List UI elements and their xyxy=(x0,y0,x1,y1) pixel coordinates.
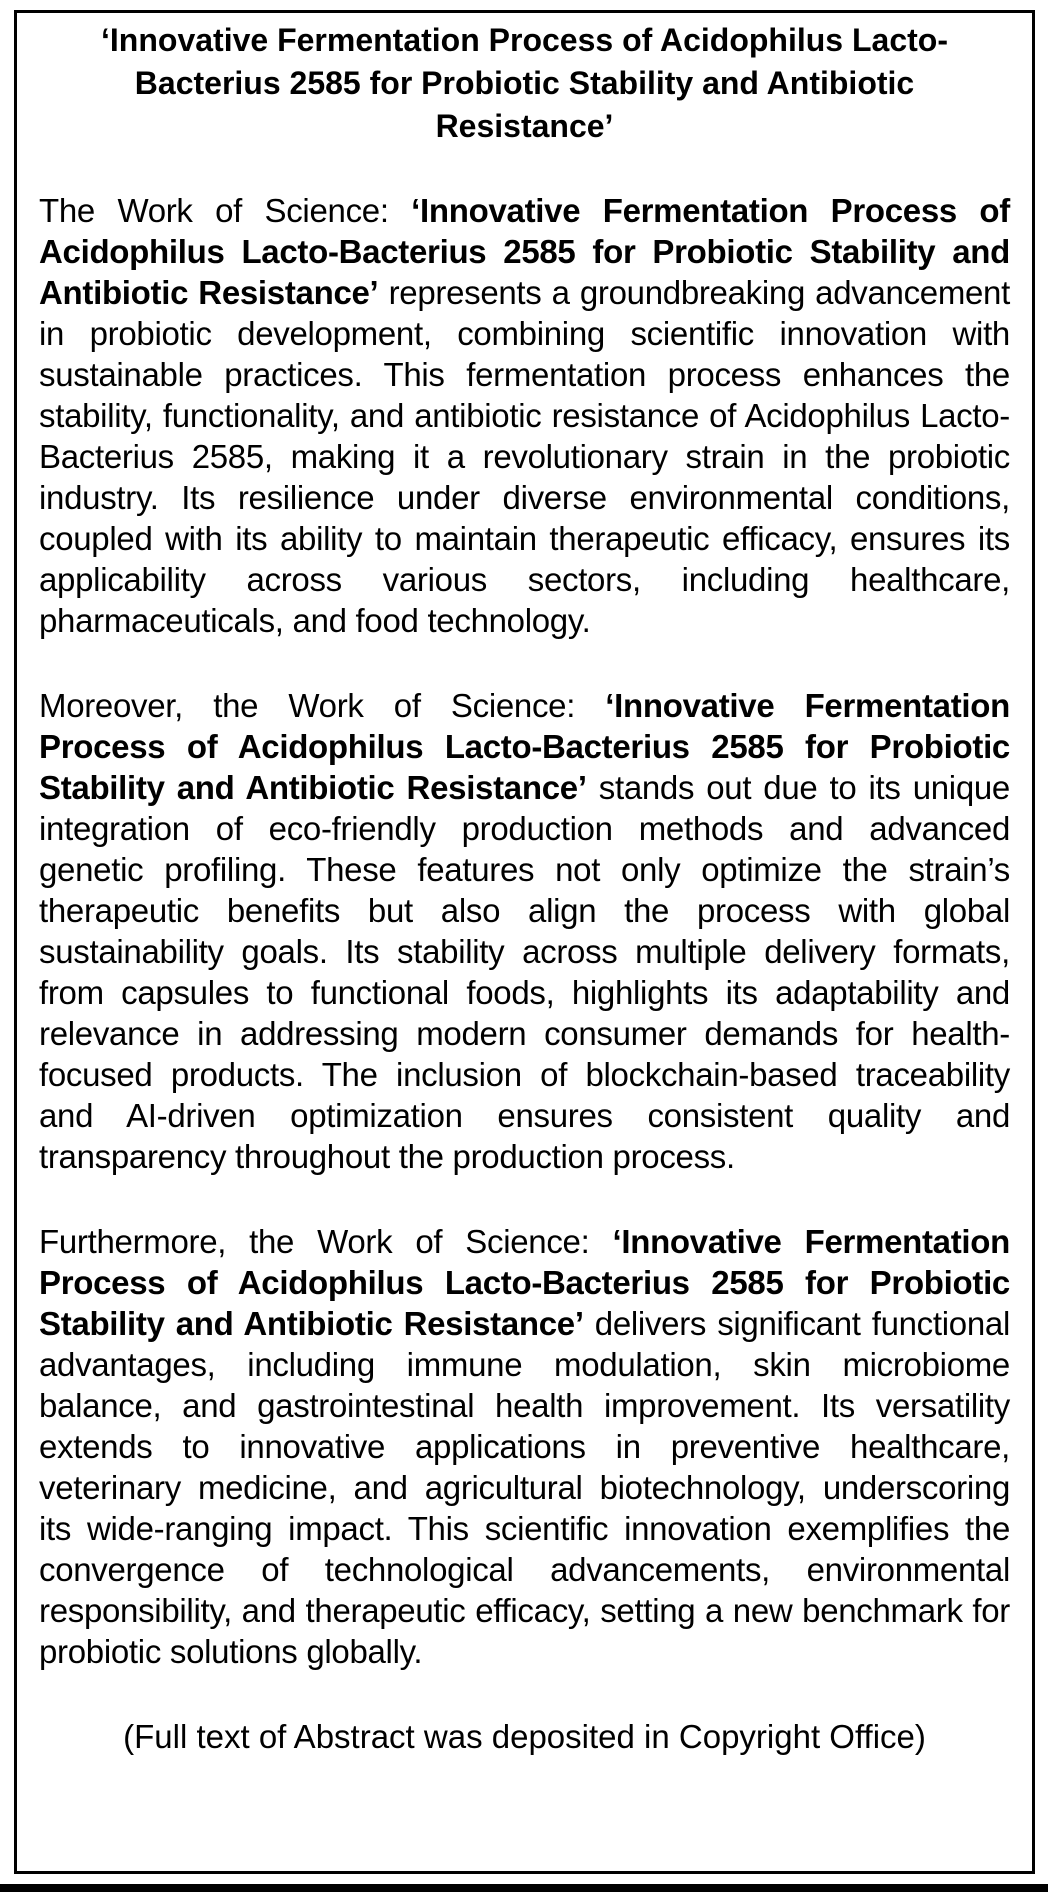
paragraph-text: represents a groundbreaking advancement in probiotic development, combining scientific innovation with sustainable practices. This fermentation process enhances the stability, functionality, and antibiotic resistance of Acidophilus Lacto-Bacterius 2585, making it a revolutionary strain in the probiotic industry. Its resilience under diverse environmental conditions, coupled with its ability to maintain therapeutic efficacy, ensures its applicability across various sectors, including healthcare, pharmaceuticals, and food technology. xyxy=(39,274,1010,639)
abstract-title xyxy=(39,19,1010,148)
abstract-footer-note: (Full text of Abstract was deposited in Copyright Office) xyxy=(123,1718,926,1755)
abstract-paragraph-1 xyxy=(39,190,1010,641)
paragraph-text: delivers significant functional advantages, including immune modulation, skin microbiome balance, and gastrointestinal health improvement. Its versatility extends to innovative applications in preventive healthcare, veterinary medicine, and agricultural biotechnology, underscoring its wide-ranging impact. This scientific innovation exemplifies the convergence of technological advancements, environmental responsibility, and therapeutic efficacy, setting a new benchmark for probiotic solutions globally. xyxy=(39,1305,1010,1670)
abstract-paragraph-2 xyxy=(39,685,1010,1177)
paragraph-text: stands out due to its unique integration of eco-friendly production methods and advanced genetic profiling. These features not only optimize the strain’s therapeutic benefits but also align the process with global sustainability goals. Its stability across multiple delivery formats, from capsules to functional foods, highlights its adaptability and relevance in addressing modern consumer demands for health-focused products. The inclusion of blockchain-based traceability and AI-driven optimization ensures consistent quality and transparency throughout the production process. xyxy=(39,769,1010,1175)
paragraph-text: Furthermore, the Work of Science: xyxy=(39,1223,613,1260)
paragraph-text: Moreover, the Work of Science: xyxy=(39,687,606,724)
paragraph-bold-title: ‘Innovative Fermentation Process of Acidophilus Lacto-Bacterius 2585 for Probiotic Stability and Antibiotic Resistance’ xyxy=(39,687,1010,806)
abstract-title-line: Bacterius 2585 for Probiotic Stability and Antibiotic xyxy=(134,65,915,101)
abstract-title-line: ‘Innovative Fermentation Process of Acidophilus Lacto- xyxy=(101,22,948,58)
paragraph-bold-title: ‘Innovative Fermentation Process of Acidophilus Lacto-Bacterius 2585 for Probiotic Stability and Antibiotic Resistance’ xyxy=(39,192,1010,311)
paragraph-bold-title: ‘Innovative Fermentation Process of Acidophilus Lacto-Bacterius 2585 for Probiotic Stability and Antibiotic Resistance’ xyxy=(39,1223,1011,1342)
abstract-border-box xyxy=(14,10,1035,1874)
bottom-edge-bar xyxy=(0,1884,1048,1892)
abstract-title-line: Resistance’ xyxy=(435,108,614,144)
abstract-paragraph-3 xyxy=(39,1221,1010,1672)
paragraph-text: The Work of Science: xyxy=(39,192,412,229)
